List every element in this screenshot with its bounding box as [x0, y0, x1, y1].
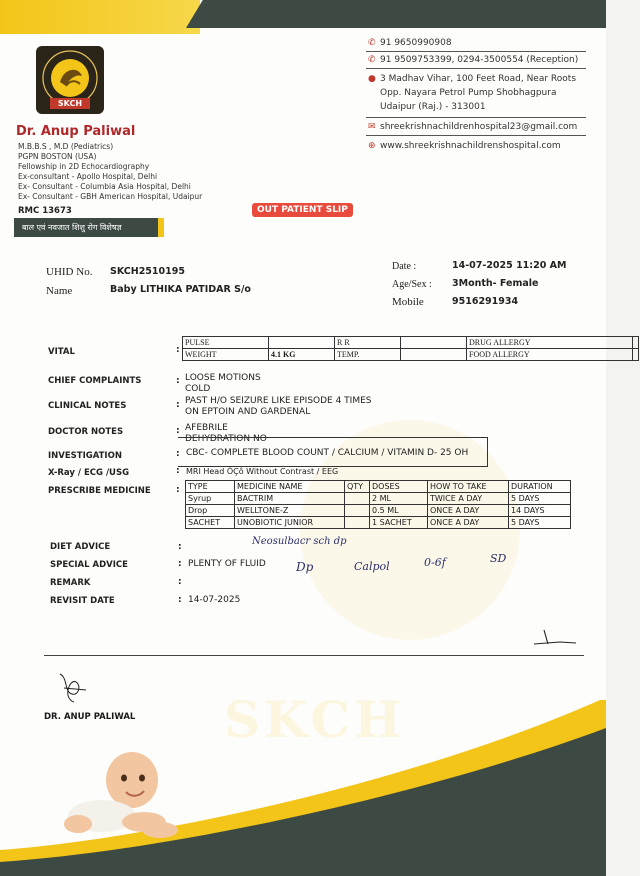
qualification-line: PGPN BOSTON (USA) — [18, 152, 97, 161]
remark-label: REMARK — [50, 578, 91, 588]
agesex-label: Age/Sex : — [392, 279, 432, 290]
investigation-label: INVESTIGATION — [48, 451, 122, 461]
agesex-value: 3Month- Female — [452, 278, 539, 289]
chief-complaints-label: CHIEF COMPLAINTS — [48, 376, 142, 386]
medicine-type: Syrup — [186, 493, 235, 505]
rr-label: R R — [335, 337, 401, 349]
name-label: Name — [46, 285, 73, 297]
mobile-label: Mobile — [392, 296, 424, 308]
medicine-how: ONCE A DAY — [428, 517, 509, 529]
colon: : — [176, 376, 180, 386]
location-pin-icon: ● — [368, 74, 376, 84]
colon: : — [176, 466, 180, 476]
handwritten-diet-note: Neosulbacr sch dp — [252, 536, 347, 547]
medicine-dose: 0.5 ML — [370, 505, 428, 517]
address-line: ● 3 Madhav Vihar, 100 Feet Road, Near Roots — [368, 74, 577, 84]
address-line: Udaipur (Raj.) - 313001 — [380, 102, 486, 112]
column-header: DOSES — [370, 481, 428, 493]
handwritten-note: Dp — [296, 560, 314, 574]
uhid-value: SKCH2510195 — [110, 266, 185, 277]
medicine-how: ONCE A DAY — [428, 505, 509, 517]
colon: : — [176, 449, 180, 459]
column-header: TYPE — [186, 481, 235, 493]
handwritten-note: Calpol — [354, 560, 390, 573]
clinical-note-line: PAST H/O SEIZURE LIKE EPISODE 4 TIMES — [185, 396, 372, 406]
colon: : — [178, 595, 182, 605]
column-header: HOW TO TAKE — [428, 481, 509, 493]
phone-icon: ✆ — [368, 38, 376, 48]
uhid-label: UHID No. — [46, 266, 93, 278]
medicine-duration: 14 DAYS — [509, 505, 571, 517]
drug-allergy-label: DRUG ALLERGY — [467, 337, 633, 349]
doctor-name: Dr. Anup Paliwal — [16, 124, 136, 139]
vital-label: VITAL — [48, 347, 75, 357]
medicine-name: WELLTONE-Z — [235, 505, 345, 517]
special-advice-value: PLENTY OF FLUID — [188, 559, 266, 569]
clinical-notes-label: CLINICAL NOTES — [48, 401, 127, 411]
column-header: DURATION — [509, 481, 571, 493]
chief-complaint-line: LOOSE MOTIONS — [185, 373, 261, 383]
colon: : — [178, 577, 182, 587]
colon: : — [178, 542, 182, 552]
date-value: 14-07-2025 11:20 AM — [452, 260, 567, 271]
qualification-line: Ex- Consultant - Columbia Asia Hospital, Delhi — [18, 182, 191, 191]
phone-icon: ✆ — [368, 55, 376, 65]
medicine-dose: 2 ML — [370, 493, 428, 505]
phone-primary: ✆ 91 9650990908 — [368, 38, 452, 48]
mobile-value: 9516291934 — [452, 296, 519, 307]
logo-label: SKCH — [57, 99, 83, 108]
revisit-date-value: 14-07-2025 — [188, 595, 241, 605]
doctor-note-line: DEHYDRATION NO — [185, 434, 267, 444]
medicine-type: SACHET — [186, 517, 235, 529]
handwritten-note: 0-6f — [424, 556, 446, 569]
doctor-notes-label: DOCTOR NOTES — [48, 427, 124, 437]
doctor-signature-name: DR. ANUP PALIWAL — [44, 712, 136, 722]
medicine-type: Drop — [186, 505, 235, 517]
date-label: Date : — [392, 261, 417, 272]
qualification-line: Ex- Consultant - GBH American Hospital, Udaipur — [18, 192, 203, 201]
website: ⊕ www.shreekrishnachildrenshospital.com — [368, 141, 561, 151]
column-header: MEDICINE NAME — [235, 481, 345, 493]
xray-value: MRI Head ÔÇô Without Contrast / EEG — [186, 467, 339, 476]
out-patient-slip-badge: OUT PATIENT SLIP — [252, 203, 353, 217]
baby-illustration — [60, 744, 190, 844]
weight-value: 4.1 KG — [269, 349, 335, 361]
hindi-tagline: बाल एवं नवजात शिशु रोग विशेषज्ञ — [14, 218, 164, 237]
colon: : — [178, 559, 182, 569]
medicine-dose: 1 SACHET — [370, 517, 428, 529]
chief-complaint-line: COLD — [185, 384, 211, 394]
medicine-how: TWICE A DAY — [428, 493, 509, 505]
colon: : — [176, 485, 180, 495]
rmc-number: RMC 13673 — [18, 206, 72, 216]
food-allergy-label: FOOD ALLERGY — [467, 349, 633, 361]
column-header: QTY — [345, 481, 370, 493]
medicine-duration: 5 DAYS — [509, 493, 571, 505]
address-line: Opp. Nayara Petrol Pump Shobhagpura — [380, 88, 557, 98]
diet-advice-label: DIET ADVICE — [50, 542, 111, 552]
prescribe-medicine-label: PRESCRIBE MEDICINE — [48, 486, 151, 496]
pulse-label: PULSE — [183, 337, 269, 349]
colon: : — [176, 426, 180, 436]
medicine-duration: 5 DAYS — [509, 517, 571, 529]
email: ✉ shreekrishnachildrenhospital23@gmail.com — [368, 122, 578, 132]
colon: : — [176, 400, 180, 410]
medicine-name: BACTRIM — [235, 493, 345, 505]
mail-icon: ✉ — [368, 122, 376, 132]
patient-name: Baby LITHIKA PATIDAR S/o — [110, 284, 251, 295]
phone-reception: ✆ 91 9509753399, 0294-3500554 (Reception) — [368, 55, 579, 65]
handwritten-note: SD — [490, 552, 507, 565]
qualification-line: Ex-consultant - Apollo Hospital, Delhi — [18, 172, 158, 181]
globe-icon: ⊕ — [368, 141, 376, 151]
special-advice-label: SPECIAL ADVICE — [50, 560, 128, 570]
medicine-name: UNOBIOTIC JUNIOR — [235, 517, 345, 529]
revisit-date-label: REVISIT DATE — [50, 596, 115, 606]
qualification-line: M.B.B.S , M.D (Pediatrics) — [18, 142, 114, 151]
colon: : — [176, 345, 180, 355]
temp-label: TEMP. — [335, 349, 401, 361]
xray-label: X-Ray / ECG /USG — [48, 468, 130, 478]
clinical-note-line: ON EPTOIN AND GARDENAL — [185, 407, 311, 417]
doctor-note-line: AFEBRILE — [185, 423, 228, 433]
investigation-value: CBC- COMPLETE BLOOD COUNT / CALCIUM / VITAMIN D- 25 OH — [186, 448, 469, 458]
qualification-line: Fellowship in 2D Echocardiography — [18, 162, 150, 171]
watermark-text: SKCH — [224, 690, 406, 749]
weight-label: WEIGHT — [183, 349, 269, 361]
